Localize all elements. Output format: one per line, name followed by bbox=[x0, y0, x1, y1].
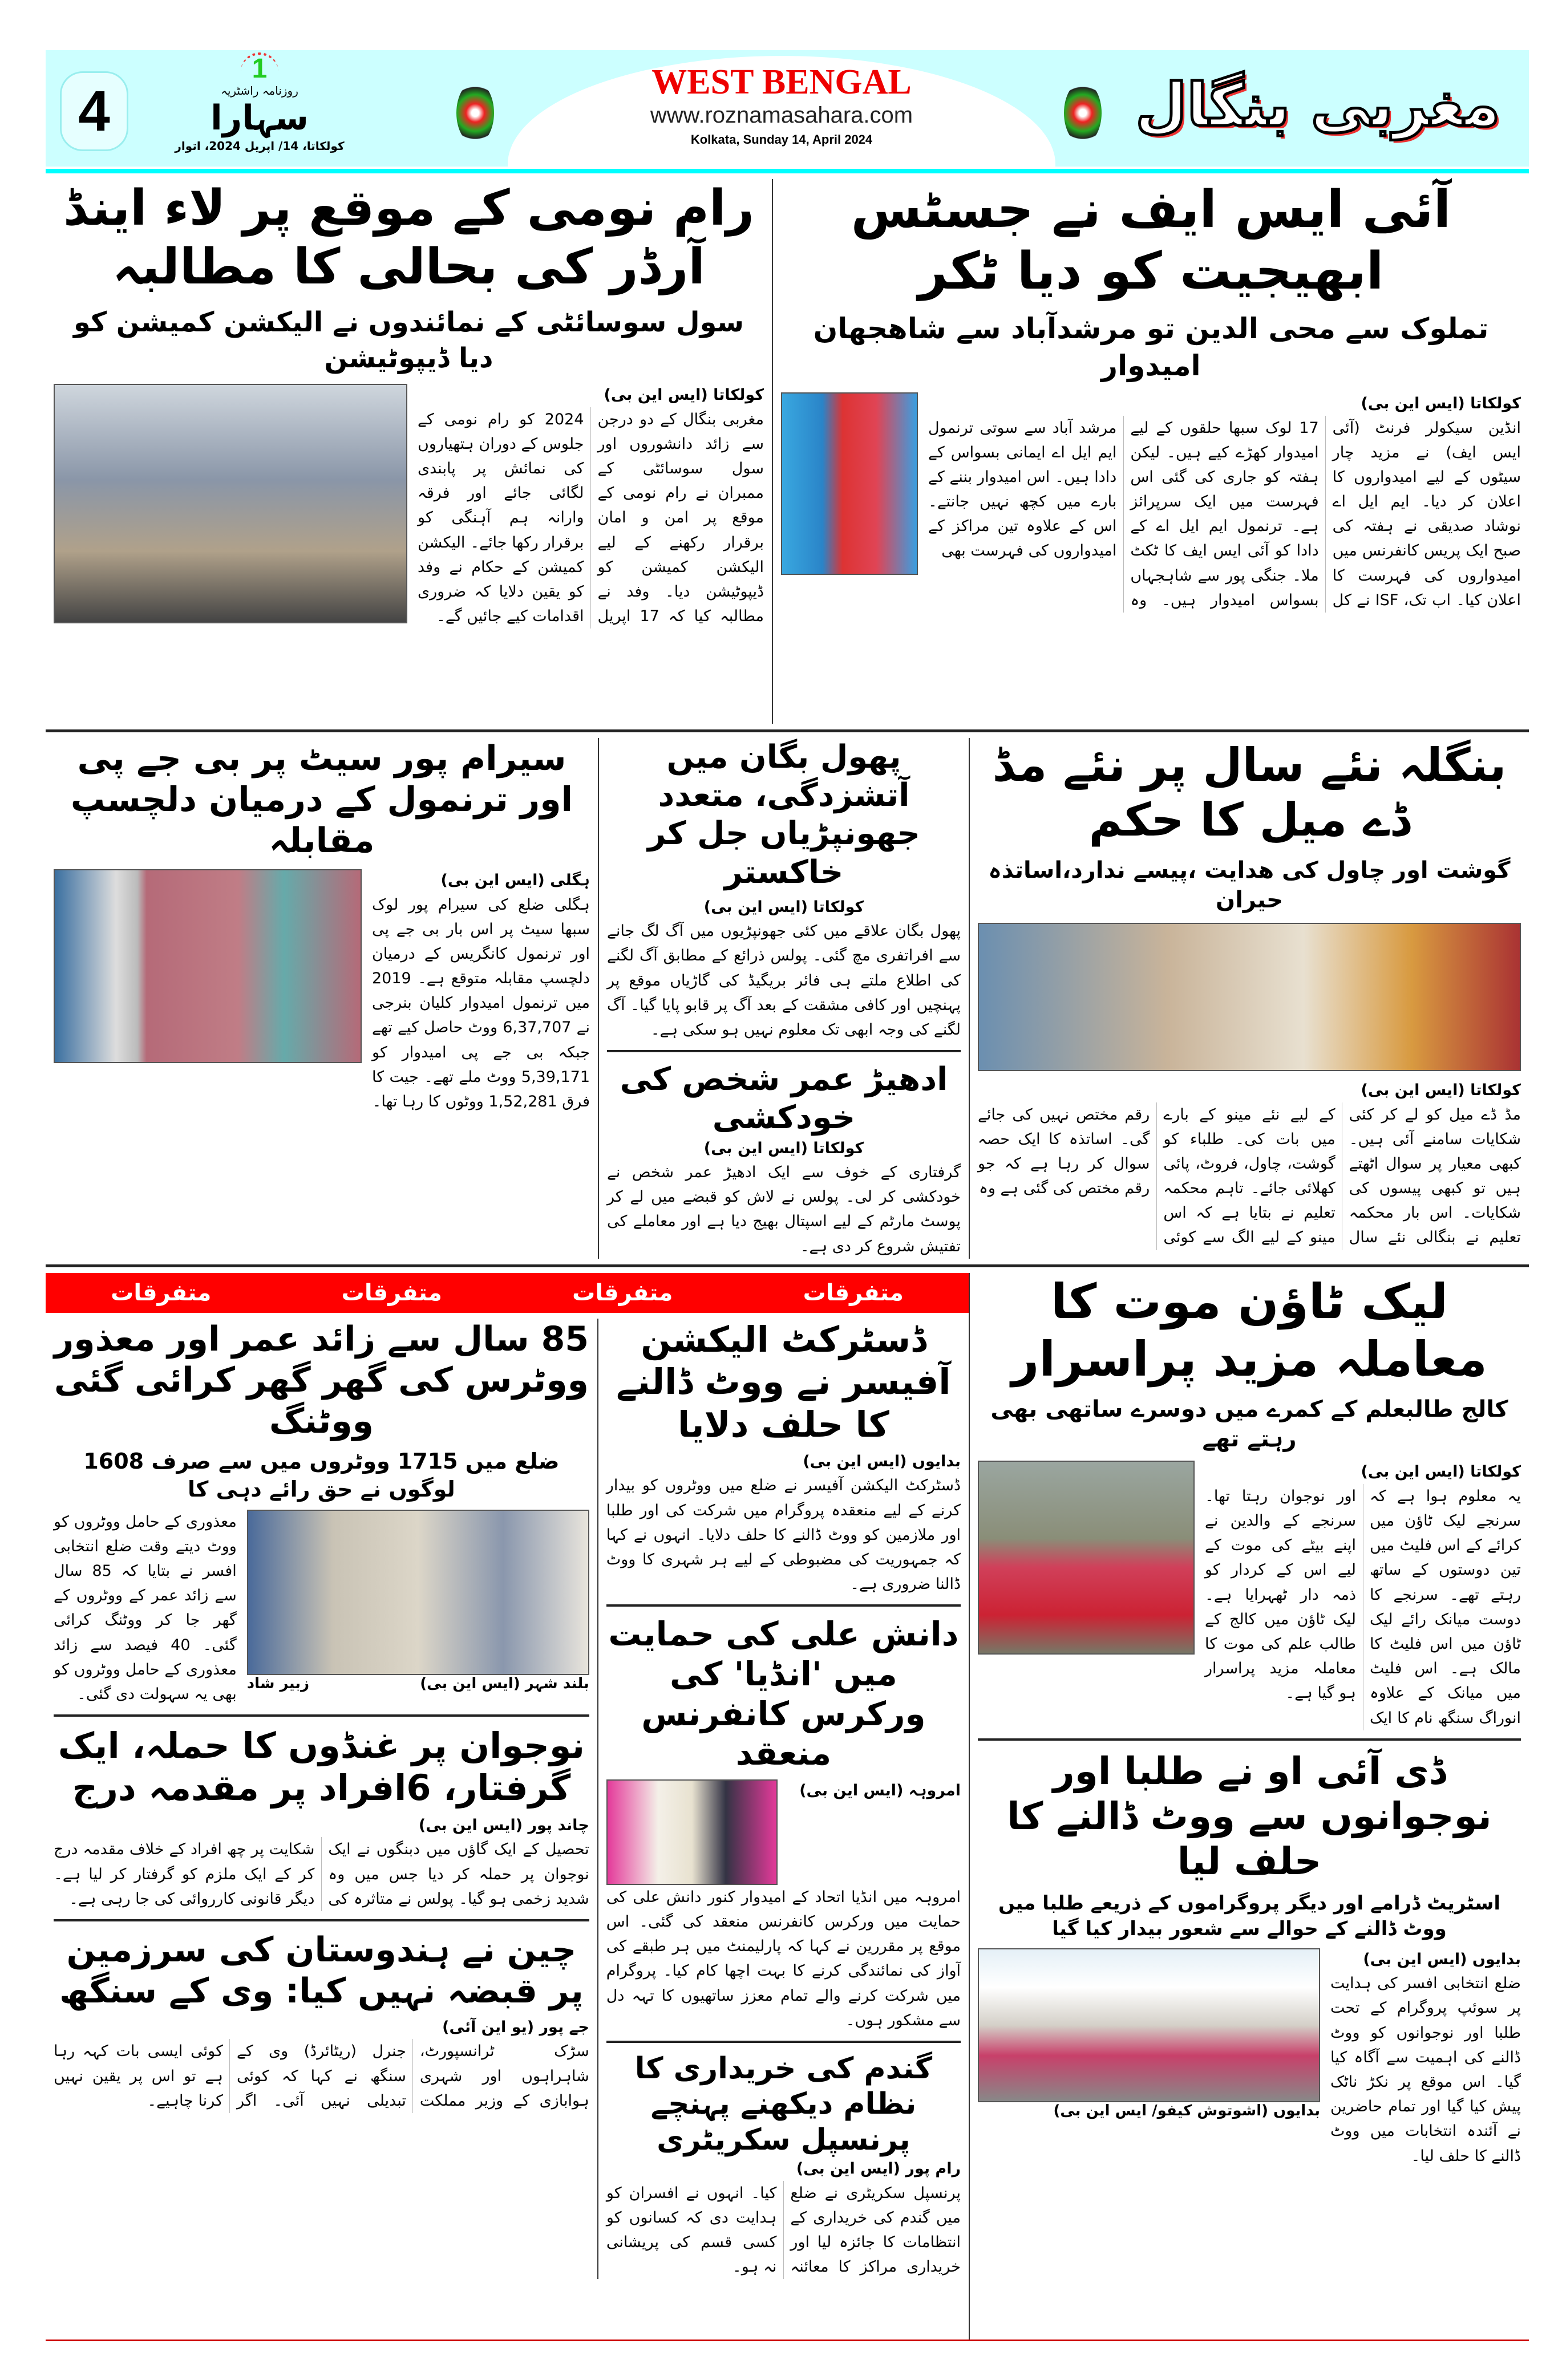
article-text: مغربی بنگال کے دو درجن سے زائد دانشوروں اور سول سوسائٹی کے ممبران نے رام نومی کے موقع پر امن و امان برقرار رکھنے کے لیے الیکشن کمیشن کو ڈیپوٹیشن دیا۔ وفد نے مطالبہ کیا کہ 17 اپریل 2024 کو رام نومی کے جلوس کے دوران ہتھیاروں کی نمائش پر پابندی لگائی جائے اور فرقہ وارانہ ہم آہنگی کو برقرار رکھا جائے۔ الیکشن کمیشن کے حکام نے وفد کو یقین دلایا کہ ضروری اقدامات کیے جائیں گے۔ bbox=[418, 410, 764, 626]
article-text: ہگلی ضلع کی سیرام پور لوک سبھا سیٹ پر اس بار بی جے پی اور ترنمول کانگریس کے درمیان دلچسپ مقابلہ متوقع ہے۔ 2019 میں ترنمول امیدوار کلیان بنرجی نے 6,37,707 ووٹ حاصل کیے تھے جبکہ بی جے پی امیدوار کو 5,39,171 ووٹ ملے تھے۔ جیت کا فرق 1,52,281 ووٹوں کا رہا تھا۔ bbox=[372, 895, 590, 1110]
star-emblem-icon bbox=[1064, 82, 1102, 144]
story-laketown[interactable] bbox=[978, 1273, 1521, 1730]
footer-rule bbox=[46, 2340, 1529, 2341]
band-label: متفرقات bbox=[803, 1279, 904, 1306]
miscellany-band bbox=[46, 1273, 969, 1313]
subheadline: اسٹریٹ ڈرامے اور دیگر پروگراموں کے ذریعے طلبا میں ووٹ ڈالنے کے حوالے سے شعور بیدار کیا گیا bbox=[998, 1892, 1501, 1940]
miscellany-block bbox=[46, 1273, 970, 2340]
article-text: گرفتاری کے خوف سے ایک ادھیڑ عمر شخص نے خودکشی کر لی۔ پولس نے لاش کو قبضے میں لے کر پوسٹ مارٹم کے لیے اسپتال بھیج دیا ہے اور معاملے کی تفتیش شروع کر دی ہے۔ bbox=[607, 1163, 961, 1255]
dateline: بلند شہر (ایس این بی) bbox=[420, 1674, 589, 1692]
article-text: یہ معلوم ہوا ہے کہ سرنجے لیک ٹاؤن میں کرائے کے اس فلیٹ میں تین دوستوں کے ساتھ رہتے تھے۔ سرنجے کا دوست میانک رائے لیک ٹاؤن میں اس فلیٹ کا مالک ہے۔ اس فلیٹ میں میانک کے علاوہ انوراگ سنگھ نام کا ایک اور نوجوان رہتا تھا۔ سرنجے کے والدین نے اپنے بیٹے کی موت کے لیے اس کے کردار کو ذمہ دار ٹھہرایا ہے۔ لیک ٹاؤن میں کالج کے طالب علم کی موت کا معاملہ مزید پراسرار ہو گیا ہے۔ bbox=[1205, 1487, 1521, 1727]
photo-candidate bbox=[781, 392, 918, 575]
story-serampore[interactable] bbox=[46, 738, 599, 1259]
story-seniors-body bbox=[54, 1510, 589, 1707]
subheadline: سول سوسائٹی کے نمائندوں نے الیکشن کمیشن کو دیا ڈیپوٹیشن bbox=[74, 306, 744, 374]
dateline: امروہہ (ایس این بی) bbox=[799, 1781, 961, 1799]
story-phoolbagan-fire[interactable] bbox=[607, 738, 961, 1042]
article-text: سڑک ٹرانسپورٹ، شاہراہوں اور شہری ہوابازی کے وزیر مملکت جنرل (ریٹائرڈ) وی کے سنگھ نے کہا کہ کوئی تبدیلی نہیں آئی۔ اگر کوئی ایسی بات کہہ رہا ہے تو اس پر یقین نہیں کرنا چاہیے۔ bbox=[54, 2042, 589, 2110]
article-text: تحصیل کے ایک گاؤں میں دبنگوں نے ایک نوجوان پر حملہ کر دیا جس میں وہ شدید زخمی ہو گیا۔ پولس نے متاثرہ کی شکایت پر چھ افراد کے خلاف مقدمہ درج کر کے ایک ملزم کو گرفتار کر لیا ہے۔ دیگر قانونی کارروائی کی جا رہی ہے۔ bbox=[54, 1840, 589, 1908]
headline: رام نومی کے موقع پر لاء اینڈ آرڈر کی بحالی کا مطالبہ bbox=[63, 180, 755, 296]
section-title: مغربی بنگال bbox=[1135, 70, 1500, 140]
story-rule bbox=[606, 2041, 961, 2043]
photo-credit: زبیر شاد bbox=[246, 1674, 310, 1692]
article-paragraph-continued: اس امیدوار بننے کے بارے میں کچھ نہیں جانتے۔ اس کے علاوہ تین مراکز کے امیدواروں کی فہرست بھی bbox=[928, 468, 1117, 560]
headline: نوجوان پر غنڈوں کا حملہ، ایک گرفتار، 6افراد پر مقدمہ درج bbox=[58, 1725, 585, 1809]
band-label: متفرقات bbox=[341, 1279, 442, 1306]
photo-credit-row bbox=[247, 1675, 589, 1692]
dateline: رام پور (ایس این بی) bbox=[796, 2160, 961, 2178]
article-text: پرنسپل سکریٹری نے ضلع میں گندم کی خریداری کے انتظامات کا جائزہ لیا اور خریداری مراکز کا معائنہ کیا۔ انہوں نے افسران کو ہدایت دی کہ کسانوں کو کسی قسم کی پریشانی نہ ہو۔ bbox=[606, 2184, 961, 2276]
story-ramnavami[interactable] bbox=[46, 179, 773, 724]
dateline: کولکاتا (ایس این بی) bbox=[1361, 395, 1521, 412]
star-emblem-icon bbox=[456, 82, 494, 144]
section-top bbox=[46, 173, 1529, 729]
dateline: کولکاتا (ایس این بی) bbox=[703, 898, 864, 916]
article-body bbox=[418, 384, 764, 629]
headline: ڈی آئی او نے طلبا اور نوجوانوں سے ووٹ ڈالنے کا حلف لیا bbox=[1007, 1749, 1492, 1884]
section-middle bbox=[46, 732, 1529, 1264]
subheadline: کالج طالبعلم کے کمرے میں دوسرے ساتھی بھی رہتے تھے bbox=[990, 1396, 1508, 1453]
story-district-election-officer[interactable] bbox=[606, 1319, 961, 1597]
article-text: معذوری کے حامل ووٹروں کو ووٹ دیتے وقت ضلع انتخابی افسر نے بتایا کہ 85 سال سے زائد عمر کے ووٹروں کے گھر جا کر ووٹنگ کرائی گئی۔ 40 فیصد سے زائد معذوری کے حامل ووٹروں کو بھی یہ سہولت دی گئی۔ bbox=[54, 1513, 237, 1703]
headline: ڈسٹرکٹ الیکشن آفیسر نے ووٹ ڈالنے کا حلف دلایا bbox=[616, 1318, 951, 1445]
photo-awareness-program bbox=[978, 1948, 1320, 2102]
photo-caption: بدایوں (اشوتوش کیفو/ ایس این بی) bbox=[1053, 2102, 1320, 2119]
headline: ادھیڑ عمر شخص کی خودکشی bbox=[620, 1061, 948, 1137]
story-senior-voters[interactable] bbox=[54, 1319, 589, 1706]
story-rule bbox=[606, 1604, 961, 1607]
article-text: مڈ ڈے میل کو لے کر کئی شکایات سامنے آئی ہیں۔ کبھی معیار پر سوال اٹھتے ہیں تو کبھی پیسوں کی شکایات۔ اس بار محکمہ تعلیم نے بنگالی نئے سال کے لیے نئے مینو کے بارے میں بات کی۔ طلباء کو گوشت، چاول، فروٹ، پائی کھلائی جائے۔ تاہم محکمہ تعلیم نے بتایا ہے کہ اس مینو کے لیے الگ سے کوئی رقم مختص نہیں کی جائے گی۔ اساتذہ کا ایک حصہ سوال کر رہا ہے کہ جو رقم مختص کی گئی ہے وہ bbox=[978, 1105, 1521, 1247]
headline: پھول بگان میں آتشزدگی، متعدد جھونپڑیاں جل کر خاکستر bbox=[647, 739, 920, 891]
story-isf[interactable] bbox=[773, 179, 1529, 724]
story-danish-header bbox=[606, 1779, 961, 1885]
logo-date: کولکاتا، 14/ اپریل 2024، اتوار bbox=[175, 139, 345, 153]
miscellany-columns bbox=[46, 1319, 969, 2280]
story-danish-ali[interactable] bbox=[606, 1615, 961, 2033]
dateline: کولکاتا (ایس این بی) bbox=[1361, 1081, 1521, 1099]
story-rule bbox=[54, 1919, 589, 1921]
story-youth-attack[interactable] bbox=[54, 1725, 589, 1911]
dateline: کولکاتا (ایس این بی) bbox=[604, 386, 764, 404]
photo-conference bbox=[606, 1779, 778, 1885]
story-laketown-body bbox=[978, 1461, 1521, 1730]
article-paragraph: انڈین سیکولر فرنٹ (آئی ایس ایف) نے مزید چار سیٹوں کے لیے امیدواروں کا اعلان کر دیا۔ ایم ایل اے نوشاد صدیقی نے ہفتہ کی صبح ایک پریس کانفرنس میں امیدواروں کی فہرست کا اعلان کیا۔ اب تک، ISF نے کل 17 لوک سبھا حلقوں کے لیے امیدوار کھڑے کیے ہیں۔ لیکن ہفتہ کو جاری کی گئی اس فہرست میں ایک سرپرائز ہے۔ ترنمول ایم ایل اے کے دادا کو آئی ایس ایف کا ٹکٹ ملا۔ جنگی پور سے شاہجہاں بسواس امیدوار ہیں۔ وہ مرشد آباد سے سوتی ترنمول ایم ایل اے ایمانی بسواس کے دادا ہیں۔ bbox=[928, 419, 1521, 609]
headline: سیرام پور سیٹ پر بی جے پی اور ترنمول کے درمیان دلچسپ مقابلہ bbox=[70, 739, 573, 861]
story-bangla-midday-meal[interactable] bbox=[970, 738, 1529, 1259]
dateline: جے پور (یو این آئی) bbox=[442, 2018, 589, 2036]
issue-date: Kolkata, Sunday 14, April 2024 bbox=[690, 132, 873, 147]
story-china[interactable] bbox=[54, 1929, 589, 2113]
subheadline: تملوک سے محی الدین تو مرشدآباد سے شاھجھان امیدوار bbox=[813, 312, 1489, 382]
article-body bbox=[928, 392, 1521, 613]
subheadline: گوشت اور چاول کی ھدایت ،پیسے ندارد،اساتذہ حیران bbox=[988, 857, 1511, 913]
section-bottom bbox=[46, 1267, 1529, 2340]
story-rule bbox=[607, 1050, 961, 1052]
header-rule bbox=[46, 169, 1529, 173]
article-text: پھول بگان علاقے میں کئی جھونپڑیوں میں آگ لگ جانے سے افراتفری مچ گئی۔ پولس ذرائع کے مطابق آگ لگنے کی اطلاع ملتے ہی فائر بریگیڈ کی گاڑیاں موقع پر پہنچیں اور کافی مشقت کے بعد آگ پر قابو پایا گیا۔ آگ لگنے کی وجہ ابھی تک معلوم نہیں ہو سکی ہے۔ bbox=[607, 922, 961, 1039]
article-body bbox=[978, 1079, 1521, 1250]
story-serampore-body bbox=[54, 869, 590, 1114]
story-suicide[interactable] bbox=[607, 1060, 961, 1259]
article-body bbox=[1330, 1948, 1521, 2168]
headline: 85 سال سے زائد عمر اور معذور ووٹرس کی گھر گھر کرائی گئی ووٹنگ bbox=[54, 1319, 589, 1441]
article-body bbox=[1205, 1461, 1521, 1730]
newspaper-page bbox=[46, 0, 1529, 2341]
website-link[interactable]: www.roznamasahara.com bbox=[650, 103, 913, 128]
headline: دانش علی کی حمایت میں 'انڈیا' کی ورکرس کانفرنس منعقد bbox=[608, 1615, 959, 1773]
photo-block bbox=[978, 1948, 1320, 2119]
headline: بنگلہ نئے سال پر نئے مڈ ڈے میل کا حکم bbox=[992, 739, 1507, 846]
logo-mark: 1 bbox=[241, 52, 279, 83]
article-text: ڈسٹرکٹ الیکشن آفیسر نے ضلع میں ووٹروں کو بیدار کرنے کے لیے منعقدہ پروگرام میں شرکت کی اور طلبا اور ملازمین کو ووٹ ڈالنے کا حلف دلایا۔ انہوں نے کہا کہ جمہوریت کی مضبوطی کے لیے ہر شہری کا ووٹ ڈالنا ضروری ہے۔ bbox=[606, 1477, 961, 1594]
article-text: ضلع انتخابی افسر کی ہدایت پر سوئپ پروگرام کے تحت طلبا اور نوجوانوں کو ووٹ ڈالنے کی اہمیت سے آگاہ کیا گیا۔ اس موقع پر نکڑ ناٹک پیش کیا گیا اور تمام حاضرین نے آئندہ انتخابات میں ووٹ ڈالنے کا حلف لیا۔ bbox=[1330, 1974, 1521, 2165]
story-dio-pledge[interactable] bbox=[978, 1749, 1521, 2168]
headline: لیک ٹاؤن موت کا معاملہ مزید پراسرار bbox=[1011, 1273, 1487, 1387]
logo-tagline: روزنامہ راشٹریہ bbox=[221, 84, 298, 98]
photo-deputation bbox=[54, 384, 407, 623]
photo-student bbox=[978, 1461, 1195, 1655]
headline: چین نے ہندوستان کی سرزمین پر قبضہ نہیں کیا: وی کے سنگھ bbox=[59, 1929, 584, 2011]
article-text: امروہہ میں انڈیا اتحاد کے امیدوار کنور دانش علی کی حمایت میں ورکرس کانفرنس منعقد کی گئی۔ اس موقع پر مقررین نے کہا کہ پارلیمنٹ میں ہر طبقے کی آواز کی نمائندگی کرنے کا بہت اچھا کام کیا۔ پروگرام میں شرکت کرنے والے تمام معزز ساتھیوں کا تہہ دل سے مشکور ہوں۔ bbox=[606, 1888, 961, 2029]
edition-block bbox=[508, 56, 1055, 167]
photo-candidates bbox=[54, 869, 362, 1063]
band-label: متفرقات bbox=[572, 1279, 673, 1306]
edition-name: WEST BENGAL bbox=[651, 63, 912, 102]
dateline: کولکاتا (ایس این بی) bbox=[1361, 1463, 1521, 1481]
story-rule bbox=[54, 1714, 589, 1717]
dateline: چاند پور (ایس این بی) bbox=[418, 1816, 589, 1834]
band-label: متفرقات bbox=[111, 1279, 212, 1306]
article-body bbox=[372, 869, 590, 1114]
column-middle bbox=[599, 738, 970, 1259]
headline: گندم کی خریداری کا نظام دیکھنے پہنچے پرنسپل سکریٹری bbox=[634, 2051, 933, 2157]
logo bbox=[151, 52, 368, 164]
masthead bbox=[46, 50, 1529, 167]
story-dio-body bbox=[978, 1948, 1521, 2168]
dateline: ہگلی (ایس این بی) bbox=[440, 871, 590, 889]
photo-midday-meal bbox=[978, 923, 1521, 1071]
story-isf-body bbox=[781, 392, 1521, 613]
dateline: بدایوں (ایس این بی) bbox=[1363, 1950, 1521, 1968]
subheadline: ضلع میں 1715 ووٹروں میں سے صرف 1608 لوگوں نے حق رائے دہی کا bbox=[83, 1448, 560, 1502]
column-middle bbox=[598, 1319, 969, 2280]
article-text bbox=[928, 416, 1521, 613]
page-number: 4 bbox=[60, 71, 128, 151]
photo-block bbox=[247, 1510, 589, 1692]
dateline: بدایوں (ایس این بی) bbox=[803, 1452, 961, 1470]
story-ramnavami-body bbox=[54, 384, 764, 629]
column-right bbox=[970, 1273, 1529, 2340]
headline: آئی ایس ایف نے جسٹس ابھیجیت کو دیا ٹکر bbox=[851, 180, 1451, 301]
column-left bbox=[46, 1319, 598, 2280]
photo-home-voting bbox=[247, 1510, 589, 1675]
logo-name: سہارا bbox=[211, 98, 309, 138]
story-rule bbox=[978, 1738, 1521, 1741]
dateline: کولکاتا (ایس این بی) bbox=[703, 1139, 864, 1157]
story-wheat-procurement[interactable] bbox=[606, 2051, 961, 2279]
